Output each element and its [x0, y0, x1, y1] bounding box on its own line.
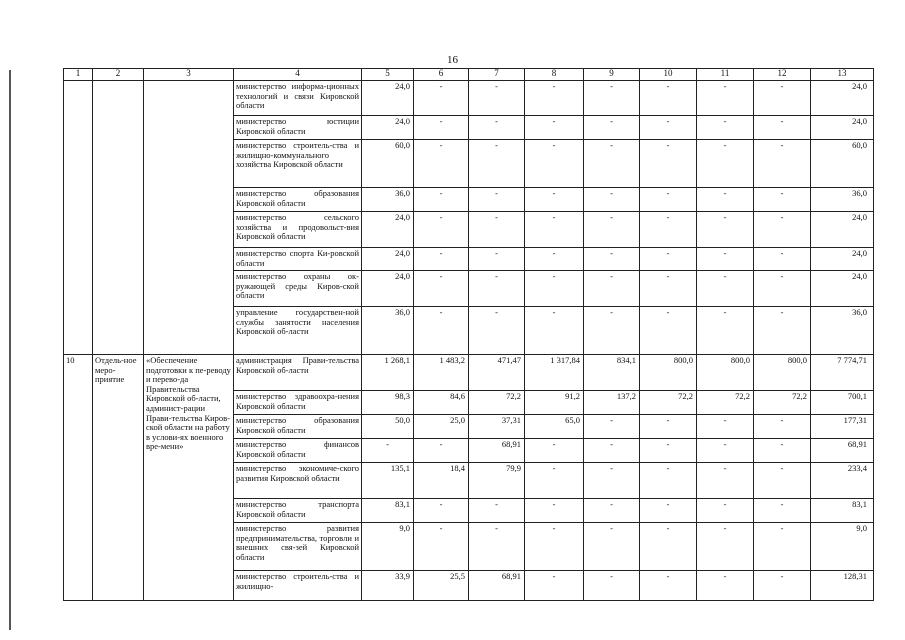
value-cell: 25,5: [414, 571, 469, 601]
value-cell: 700,1: [811, 391, 874, 415]
value-cell: -: [640, 307, 697, 355]
value-cell: -: [640, 523, 697, 571]
value-cell: 24,0: [811, 212, 874, 248]
value-cell: 72,2: [697, 391, 754, 415]
value-cell: -: [469, 499, 525, 523]
value-cell: 177,31: [811, 415, 874, 439]
page-number: 16: [447, 54, 458, 66]
value-cell: -: [640, 463, 697, 499]
value-cell: -: [640, 415, 697, 439]
value-cell: -: [754, 571, 811, 601]
value-cell: -: [697, 499, 754, 523]
value-cell: 9,0: [362, 523, 414, 571]
value-cell: -: [640, 140, 697, 188]
value-cell: 36,0: [362, 188, 414, 212]
value-cell: -: [525, 463, 584, 499]
table-row: [64, 81, 874, 116]
header-cell: 8: [525, 69, 584, 81]
value-cell: -: [414, 307, 469, 355]
value-cell: 72,2: [754, 391, 811, 415]
left-margin-line: [9, 70, 11, 630]
executor-cell: министерство информа-ционных технологий и связи Кировской области: [234, 81, 362, 116]
value-cell: 24,0: [362, 81, 414, 116]
value-cell: -: [414, 212, 469, 248]
executor-cell: министерство транспорта Кировской области: [234, 499, 362, 523]
executor-cell: министерство юстиции Кировской области: [234, 116, 362, 140]
executor-cell: министерство образования Кировской области: [234, 415, 362, 439]
header-row: [64, 69, 874, 81]
value-cell: 24,0: [811, 81, 874, 116]
value-cell: -: [414, 140, 469, 188]
value-cell: 800,0: [697, 355, 754, 391]
value-cell: -: [584, 140, 640, 188]
value-cell: -: [414, 439, 469, 463]
executor-cell: министерство развития предпринимательства, торговли и внешних свя-зей Кировской области: [234, 523, 362, 571]
value-cell: -: [640, 499, 697, 523]
value-cell: -: [697, 571, 754, 601]
row-name-cell: [144, 81, 234, 355]
value-cell: 60,0: [362, 140, 414, 188]
value-cell: -: [414, 271, 469, 307]
value-cell: 800,0: [754, 355, 811, 391]
value-cell: -: [525, 81, 584, 116]
value-cell: 83,1: [811, 499, 874, 523]
value-cell: -: [640, 81, 697, 116]
value-cell: -: [697, 463, 754, 499]
executor-cell: министерство здравоохра-нения Кировской области: [234, 391, 362, 415]
value-cell: -: [754, 439, 811, 463]
value-cell: -: [640, 188, 697, 212]
value-cell: -: [584, 499, 640, 523]
header-cell: 4: [234, 69, 362, 81]
value-cell: 24,0: [362, 271, 414, 307]
executor-cell: министерство спорта Ки-ровской области: [234, 248, 362, 271]
value-cell: -: [414, 116, 469, 140]
header-cell: 5: [362, 69, 414, 81]
value-cell: -: [584, 523, 640, 571]
executor-cell: министерство сельского хозяйства и продовольст-вия Кировской области: [234, 212, 362, 248]
executor-cell: министерство строитель-ства и жилищно-коммунального хозяйства Кировской области: [234, 140, 362, 188]
value-cell: -: [584, 116, 640, 140]
budget-table: [63, 68, 874, 601]
value-cell: -: [640, 439, 697, 463]
value-cell: -: [469, 140, 525, 188]
value-cell: 24,0: [362, 116, 414, 140]
value-cell: -: [697, 307, 754, 355]
value-cell: -: [584, 307, 640, 355]
value-cell: 9,0: [811, 523, 874, 571]
value-cell: -: [469, 307, 525, 355]
value-cell: -: [640, 271, 697, 307]
value-cell: -: [414, 248, 469, 271]
value-cell: -: [525, 307, 584, 355]
header-cell: 2: [93, 69, 144, 81]
value-cell: -: [414, 81, 469, 116]
value-cell: -: [640, 248, 697, 271]
value-cell: 98,3: [362, 391, 414, 415]
header-cell: 1: [64, 69, 93, 81]
value-cell: 72,2: [469, 391, 525, 415]
value-cell: 33,9: [362, 571, 414, 601]
value-cell: 83,1: [362, 499, 414, 523]
value-cell: -: [640, 571, 697, 601]
executor-cell: министерство образования Кировской области: [234, 188, 362, 212]
value-cell: 137,2: [584, 391, 640, 415]
value-cell: -: [754, 188, 811, 212]
value-cell: 68,91: [469, 439, 525, 463]
value-cell: -: [414, 499, 469, 523]
value-cell: 24,0: [811, 271, 874, 307]
value-cell: 24,0: [811, 116, 874, 140]
value-cell: -: [584, 248, 640, 271]
value-cell: -: [469, 116, 525, 140]
value-cell: 68,91: [811, 439, 874, 463]
value-cell: -: [525, 188, 584, 212]
value-cell: 24,0: [362, 212, 414, 248]
value-cell: 1 483,2: [414, 355, 469, 391]
value-cell: -: [414, 188, 469, 212]
value-cell: -: [754, 212, 811, 248]
value-cell: -: [754, 307, 811, 355]
executor-cell: администрация Прави-тельства Кировской об-ласти: [234, 355, 362, 391]
header-cell: 6: [414, 69, 469, 81]
value-cell: -: [584, 463, 640, 499]
header-cell: 10: [640, 69, 697, 81]
value-cell: -: [697, 140, 754, 188]
value-cell: 135,1: [362, 463, 414, 499]
value-cell: 128,31: [811, 571, 874, 601]
value-cell: 68,91: [469, 571, 525, 601]
value-cell: -: [584, 212, 640, 248]
header-cell: 9: [584, 69, 640, 81]
executor-cell: министерство охраны ок-ружающей среды Киров-ской области: [234, 271, 362, 307]
value-cell: 36,0: [811, 188, 874, 212]
value-cell: -: [697, 188, 754, 212]
header-cell: 7: [469, 69, 525, 81]
value-cell: -: [525, 499, 584, 523]
value-cell: -: [754, 81, 811, 116]
value-cell: -: [584, 415, 640, 439]
executor-cell: министерство финансов Кировской области: [234, 439, 362, 463]
value-cell: -: [697, 248, 754, 271]
value-cell: 24,0: [362, 248, 414, 271]
row-name-cell: «Обеспечение подготовки к пе-реводу и перево-да Правительства Кировской об-ласти, админист-рации Прави-тельства Киров-ской области на работу в услови-ях военного вре-мени»: [144, 355, 234, 601]
value-cell: -: [697, 212, 754, 248]
value-cell: 800,0: [640, 355, 697, 391]
value-cell: 91,2: [525, 391, 584, 415]
value-cell: -: [697, 271, 754, 307]
value-cell: -: [525, 248, 584, 271]
row-number-cell: 10: [64, 355, 93, 601]
value-cell: 60,0: [811, 140, 874, 188]
value-cell: 79,9: [469, 463, 525, 499]
header-cell: 12: [754, 69, 811, 81]
executor-cell: министерство строитель-ства и жилищно-: [234, 571, 362, 601]
value-cell: -: [754, 499, 811, 523]
value-cell: -: [525, 116, 584, 140]
value-cell: -: [697, 116, 754, 140]
value-cell: 36,0: [362, 307, 414, 355]
value-cell: -: [754, 463, 811, 499]
value-cell: 24,0: [811, 248, 874, 271]
value-cell: -: [640, 116, 697, 140]
header-cell: 11: [697, 69, 754, 81]
value-cell: -: [754, 415, 811, 439]
value-cell: 84,6: [414, 391, 469, 415]
value-cell: -: [525, 439, 584, 463]
value-cell: -: [754, 271, 811, 307]
value-cell: 25,0: [414, 415, 469, 439]
value-cell: -: [697, 81, 754, 116]
value-cell: -: [469, 523, 525, 571]
value-cell: -: [469, 81, 525, 116]
value-cell: -: [697, 415, 754, 439]
row-type-cell: [93, 81, 144, 355]
value-cell: 65,0: [525, 415, 584, 439]
table-row: [64, 355, 874, 391]
executor-cell: управление государствен-ной службы занятости населения Кировской об-ласти: [234, 307, 362, 355]
value-cell: -: [525, 140, 584, 188]
value-cell: -: [525, 523, 584, 571]
value-cell: 1 268,1: [362, 355, 414, 391]
value-cell: -: [414, 523, 469, 571]
value-cell: -: [754, 248, 811, 271]
value-cell: -: [754, 116, 811, 140]
value-cell: 72,2: [640, 391, 697, 415]
value-cell: -: [469, 271, 525, 307]
value-cell: 834,1: [584, 355, 640, 391]
row-number-cell: [64, 81, 93, 355]
header-cell: 3: [144, 69, 234, 81]
value-cell: 18,4: [414, 463, 469, 499]
value-cell: -: [469, 248, 525, 271]
value-cell: 36,0: [811, 307, 874, 355]
value-cell: 7 774,71: [811, 355, 874, 391]
row-type-cell: Отдель-ное меро-приятие: [93, 355, 144, 601]
value-cell: -: [754, 140, 811, 188]
header-cell: 13: [811, 69, 874, 81]
value-cell: 1 317,84: [525, 355, 584, 391]
value-cell: -: [584, 571, 640, 601]
value-cell: -: [469, 188, 525, 212]
value-cell: 50,0: [362, 415, 414, 439]
value-cell: -: [469, 212, 525, 248]
value-cell: -: [584, 439, 640, 463]
value-cell: 471,47: [469, 355, 525, 391]
value-cell: -: [525, 271, 584, 307]
value-cell: -: [584, 188, 640, 212]
value-cell: -: [697, 523, 754, 571]
value-cell: -: [525, 571, 584, 601]
value-cell: -: [584, 81, 640, 116]
value-cell: 37,31: [469, 415, 525, 439]
value-cell: -: [697, 439, 754, 463]
executor-cell: министерство экономиче-ского развития Кировской области: [234, 463, 362, 499]
value-cell: -: [525, 212, 584, 248]
value-cell: 233,4: [811, 463, 874, 499]
value-cell: -: [754, 523, 811, 571]
value-cell: -: [362, 439, 414, 463]
value-cell: -: [640, 212, 697, 248]
value-cell: -: [584, 271, 640, 307]
